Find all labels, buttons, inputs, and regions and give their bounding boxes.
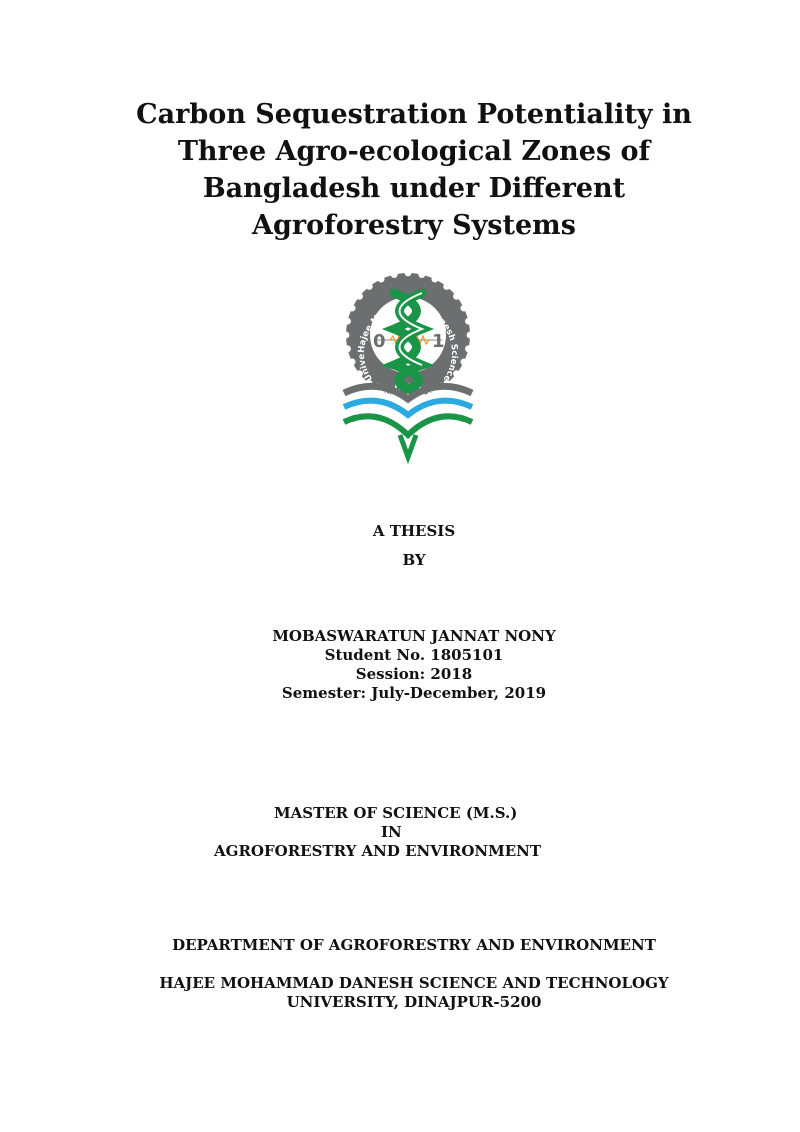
logo-abbr: HSTU (394, 383, 422, 393)
logo-left-digit: 0 (373, 331, 386, 352)
gear-notch (443, 283, 450, 290)
gear-notch (467, 332, 474, 339)
degree-title: MASTER OF SCIENCE (M.S.) (274, 804, 518, 822)
gear-notch (460, 305, 467, 312)
gear-notch (465, 345, 472, 352)
by-label: BY (402, 551, 426, 569)
gear-notch (418, 271, 425, 278)
gear-notch (432, 276, 439, 283)
author-name: MOBASWARATUN JANNAT NONY (272, 627, 556, 645)
university-name: HAJEE MOHAMMAD DANESH SCIENCE AND TECHNOLOGY (159, 974, 669, 992)
university-location: UNIVERSITY, DINAJPUR-5200 (286, 993, 542, 1011)
title-line: Agroforestry Systems (252, 210, 576, 241)
gear-notch (453, 293, 460, 300)
gear-notch (343, 332, 350, 339)
book-icon (344, 386, 472, 457)
gear-notch (378, 276, 385, 283)
logo-right-digit: 1 (432, 331, 445, 352)
student-number: Student No. 1805101 (324, 646, 504, 664)
title-line: Bangladesh under Different (202, 173, 626, 204)
degree-subject: AGROFORESTRY AND ENVIRONMENT (214, 842, 542, 860)
semester: Semester: July-December, 2019 (281, 684, 547, 702)
gear-notch (366, 283, 373, 290)
gear-notch (356, 293, 363, 300)
gear-notch (349, 305, 356, 312)
gear-notch (391, 271, 398, 278)
university-logo (338, 265, 478, 465)
gear-notch (460, 359, 467, 366)
department: DEPARTMENT OF AGROFORESTRY AND ENVIRONMENT (172, 936, 656, 954)
session: Session: 2018 (355, 665, 473, 683)
hstu-seal-icon (338, 265, 478, 465)
gear-notch (344, 345, 351, 352)
title-line: Carbon Sequestration Potentiality in (136, 99, 692, 130)
thesis-label: A THESIS (372, 522, 456, 540)
gear-notch (344, 318, 351, 325)
degree-in: IN (381, 823, 402, 841)
gear-notch (349, 359, 356, 366)
thesis-title (0, 96, 800, 244)
gear-notch (405, 270, 412, 277)
title-line: Three Agro-ecological Zones of (177, 136, 651, 167)
logo-ring-text: Hajee Mohammad Danesh Science and Technology Unive (356, 301, 460, 405)
gear-notch (465, 318, 472, 325)
